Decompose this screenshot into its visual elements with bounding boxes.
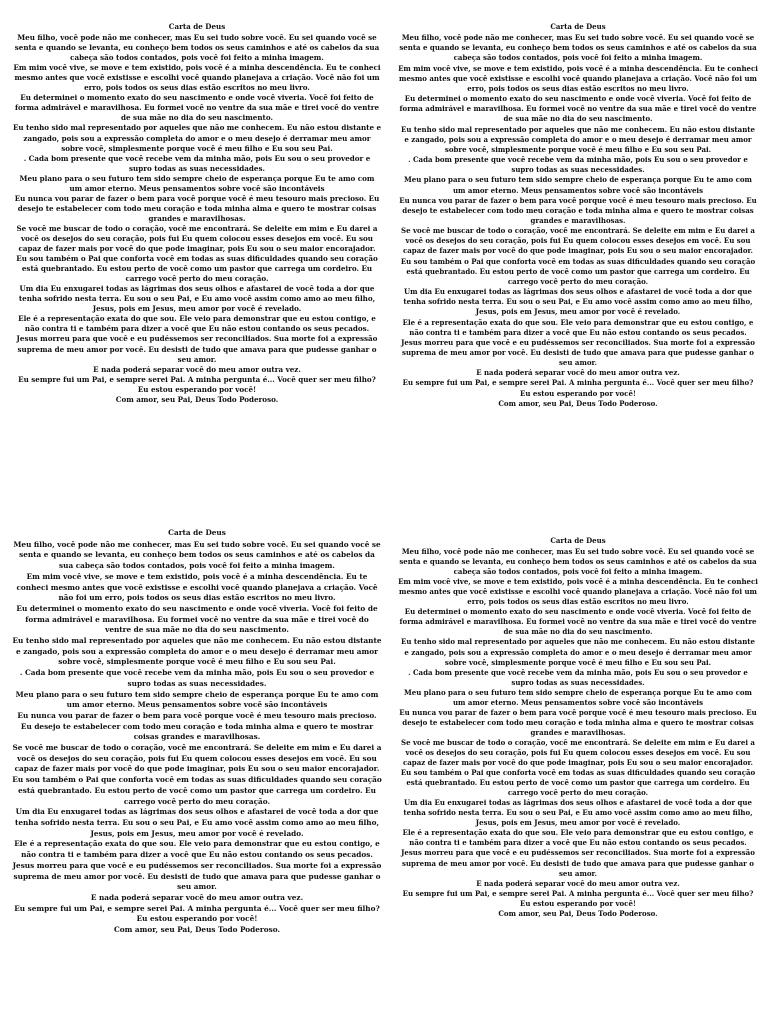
letter-copy-bottom-left (12, 528, 382, 1008)
letter-paragraph: Eu nunca vou parar de fazer o bem para você porque você é meu tesouro mais precioso. Eu desejo te estabelecer com todo meu coração e toda minha alma e quero te mostrar coisas grandes e maravilhosas. (399, 195, 757, 225)
letter-paragraph: Ele é a representação exata do que sou. Ele veio para demonstrar que eu estou contigo, e não contra ti e também para dizer a você que Eu não estou contando os seus pecados. (402, 828, 754, 848)
letter-paragraph: Eu tenho sido mal representado por aqueles que não me conhecem. Eu não estou distante e zangado, pois sou a expressão completa do amor e o meu desejo é derramar meu amor sobre você, simplesmente porque você é meu filho e Eu sou seu Pai. (12, 636, 382, 667)
letter-copy-bottom-right (398, 536, 758, 976)
letter-paragraph: Eu sou também o Pai que conforta você em todas as suas dificuldades quando seu coração está quebrantado. Eu estou perto de você como um pastor que carrega um cordeiro. Eu carrego você perto do meu coração. (12, 775, 382, 806)
letter-copy-top-left (12, 22, 382, 462)
letter-paragraph: . Cada bom presente que você recebe vem da minha mão, pois Eu sou o seu provedor e supro todas as suas necessidades. (408, 155, 748, 175)
letter-paragraph: Eu sou também o Pai que conforta você em todas as suas dificuldades quando seu coração está quebrantado. Eu estou perto de você como um pastor que carrega um cordeiro. Eu carrego você perto do meu coração. (400, 768, 756, 798)
letter-paragraph: Em mim você vive, se move e tem existido, pois você é a minha descendência. Eu te conheci mesmo antes que você existisse e escolhi você quando planejava a criação. Você não foi um erro, pois todos os seus dias estão escritos no meu livro. (16, 571, 378, 603)
letter-copy-top-right (398, 22, 758, 462)
letter-signature: Com amor, seu Pai, Deus Todo Poderoso. (113, 925, 280, 935)
letter-paragraph: Em mim você vive, se move e tem existido, pois você é a minha descendência. Eu te conheci mesmo antes que você existisse e escolhi você quando planejava a criação. Você não foi um erro, pois todos os seus dias estão escritos no meu livro. (13, 63, 381, 93)
letter-paragraph: Meu filho, você pode não me conhecer, mas Eu sei tudo sobre você. Eu sei quando você se senta e quando se levanta, eu conheço bem todos os seus caminhos e até os cabelos da sua cabeça são todos contados, pois você foi feito a minha imagem. (14, 33, 380, 63)
letter-paragraph: Meu plano para o seu futuro tem sido sempre cheio de esperança porque Eu te amo com um amor eterno. Meus pensamentos sobre você são incontáveis (404, 175, 752, 195)
letter-signature: Com amor, seu Pai, Deus Todo Poderoso. (115, 394, 279, 404)
letter-paragraph: Jesus morreu para que você e eu pudéssemos ser reconciliados. Sua morte foi a expressão suprema de meu amor por você. Eu desisti de tudo que amava para que pudesse ganhar o seu amor. (401, 337, 755, 368)
letter-paragraph: E nada poderá separar você do meu amor outra vez. (476, 878, 680, 888)
letter-title: Carta de Deus (550, 536, 606, 545)
letter-paragraph: Jesus morreu para que você e eu pudéssemos ser reconciliados. Sua morte foi a expressão suprema de meu amor por você. Eu desisti de tudo que amava para que pudesse ganhar o seu amor. (12, 860, 382, 892)
letter-paragraph: Meu filho, você pode não me conhecer, mas Eu sei tudo sobre você. Eu sei quando você se senta e quando se levanta, eu conheço bem todos os seus caminhos e até os cabelos da sua cabeça são todos contados, pois você foi feito a minha imagem. (13, 539, 381, 571)
letter-paragraph: Se você me buscar de todo o coração, você me encontrará. Se deleite em mim e Eu darei a você os desejos do seu coração, pois fui Eu quem colocou esses desejos em você. Eu sou capaz de fazer mais por você do que pode imaginar, pois Eu sou o seu maior encorajador. (401, 226, 755, 256)
letter-paragraph: Ele é a representação exata do que sou. Ele veio para demonstrar que eu estou contigo, e não contra ti e também para dizer a você que Eu não estou contando os seus pecados. (14, 839, 380, 860)
letter-paragraph: Meu plano para o seu futuro tem sido sempre cheio de esperança porque Eu te amo com um amor eterno. Meus pensamentos sobre você são incontáveis (15, 689, 379, 710)
letter-paragraph: E nada poderá separar você do meu amor outra vez. (476, 368, 680, 378)
letter-paragraph: Se você me buscar de todo o coração, você me encontrará. Se deleite em mim e Eu darei a você os desejos do seu coração, pois fui Eu quem colocou esses desejos em você. Eu sou capaz de fazer mais por você do que pode imaginar, pois Eu sou o seu maior encorajador. (16, 223, 378, 254)
letter-paragraph: Se você me buscar de todo o coração, você me encontrará. Se deleite em mim e Eu darei a você os desejos do seu coração, pois fui Eu quem colocou esses desejos em você. Eu sou capaz de fazer mais por você do que pode imaginar, pois Eu sou o seu maior encorajador. (12, 743, 382, 774)
letter-paragraph: Eu sempre fui um Pai, e sempre serei Pai. A minha pergunta é... Você quer ser meu filho? Eu estou esperando por você! (14, 903, 380, 924)
letter-paragraph: Em mim você vive, se move e tem existido, pois você é a minha descendência. Eu te conheci mesmo antes que você existisse e escolhi você quando planejava a criação. Você não foi um erro, pois todos os seus dias estão escritos no meu livro. (398, 63, 758, 93)
letter-paragraph: Ele é a representação exata do que sou. Ele veio para demonstrar que eu estou contigo, e não contra ti e também para dizer a você que Eu não estou contando os seus pecados. (18, 314, 376, 334)
letter-paragraph: Jesus morreu para que você e eu pudéssemos ser reconciliados. Sua morte foi a expressão suprema de meu amor por você. Eu desisti de tudo que amava para que pudesse ganhar o seu amor. (401, 848, 755, 878)
letter-paragraph: Eu nunca vou parar de fazer o bem para você porque você é meu tesouro mais precioso. Eu desejo te estabelecer com todo meu coração e toda minha alma e quero te mostrar coisas grandes e maravilhosas. (17, 710, 377, 742)
letter-paragraph: Eu sempre fui um Pai, e sempre serei Pai. A minha pergunta é... Você quer ser meu filho? Eu estou esperando por você! (402, 378, 754, 398)
letter-signature: Com amor, seu Pai, Deus Todo Poderoso. (498, 908, 658, 918)
letter-paragraph: Eu determinei o momento exato do seu nascimento e onde você viveria. Você foi feito de forma admirável e maravilhosa. Eu formei você no ventre da sua mãe e tirei você do ventre de sua mãe no dia do seu nascimento. (14, 93, 380, 123)
letter-title: Carta de Deus (168, 528, 226, 537)
letter-paragraph: Eu determinei o momento exato do seu nascimento e onde você viveria. Você foi feito de forma admirável e maravilhosa. Eu formei você no ventre da sua mãe e tirei você do ventre de sua mãe no dia do seu nascimento. (16, 603, 378, 635)
letter-paragraph: Meu filho, você pode não me conhecer, mas Eu sei tudo sobre você. Eu sei quando você se senta e quando se levanta, eu conheço bem todos os seus caminhos e até os cabelos da sua cabeça são todos contados, pois você foi feito a minha imagem. (399, 547, 757, 577)
letter-paragraph: Um dia Eu enxugarei todas as lágrimas dos seus olhos e afastarei de você toda a dor que tenha sofrido nesta terra. Eu sou o seu Pai, e Eu amo você assim como amo ao meu filho, Jesus, pois em Jesus, meu amor por você é revelado. (14, 807, 380, 838)
letter-paragraph: Eu sempre fui um Pai, e sempre serei Pai. A minha pergunta é... Você quer ser meu filho? Eu estou esperando por você! (18, 374, 376, 394)
letter-paragraph: Um dia Eu enxugarei todas as lágrimas dos seus olhos e afastarei de você toda a dor que tenha sofrido nesta terra. Eu sou o seu Pai, e Eu amo você assim como amo ao meu filho, Jesus, pois em Jesus, meu amor por você é revelado. (403, 798, 753, 828)
letter-paragraph: Meu filho, você pode não me conhecer, mas Eu sei tudo sobre você. Eu sei quando você se senta e quando se levanta, eu conheço bem todos os seus caminhos e até os cabelos da sua cabeça são todos contados, pois você foi feito a minha imagem. (399, 33, 757, 63)
letter-paragraph: Eu nunca vou parar de fazer o bem para você porque você é meu tesouro mais precioso. Eu desejo te estabelecer com todo meu coração e toda minha alma e quero te mostrar coisas grandes e maravilhosas. (399, 707, 757, 737)
letter-signature: Com amor, seu Pai, Deus Todo Poderoso. (498, 398, 658, 408)
letter-title: Carta de Deus (550, 22, 606, 31)
letter-paragraph: Eu determinei o momento exato do seu nascimento e onde você viveria. Você foi feito de forma admirável e maravilhosa. Eu formei você no ventre da sua mãe e tirei você do ventre de sua mãe no dia do seu nascimento. (399, 94, 757, 124)
letter-paragraph: Meu plano para o seu futuro tem sido sempre cheio de esperança porque Eu te amo com um amor eterno. Meus pensamentos sobre você são incontáveis (404, 687, 752, 707)
letter-paragraph: Eu tenho sido mal representado por aqueles que não me conhecem. Eu não estou distante e zangado, pois sou a expressão completa do amor e o meu desejo é derramar meu amor sobre você, simplesmente porque você é meu filho e Eu sou seu Pai. (401, 124, 755, 154)
letter-paragraph: Eu sou também o Pai que conforta você em todas as suas dificuldades quando seu coração está quebrantado. Eu estou perto de você como um pastor que carrega um cordeiro. Eu carrego você perto do meu coração. (16, 254, 378, 284)
letter-paragraph: Em mim você vive, se move e tem existido, pois você é a minha descendência. Eu te conheci mesmo antes que você existisse e escolhi você quando planejava a criação. Você não foi um erro, pois todos os seus dias estão escritos no meu livro. (398, 577, 758, 607)
letter-paragraph: Jesus morreu para que você e eu pudéssemos ser reconciliados. Sua morte foi a expressão suprema de meu amor por você. Eu desisti de tudo que amava para que pudesse ganhar o seu amor. (16, 334, 378, 364)
letter-paragraph: Um dia Eu enxugarei todas as lágrimas dos seus olhos e afastarei de você toda a dor que tenha sofrido nesta terra. Eu sou o seu Pai, e Eu amo você assim como amo ao meu filho, Jesus, pois em Jesus, meu amor por você é revelado. (18, 284, 376, 314)
letter-paragraph: . Cada bom presente que você recebe vem da minha mão, pois Eu sou o seu provedor e supro todas as suas necessidades. (408, 667, 748, 687)
letter-paragraph: Se você me buscar de todo o coração, você me encontrará. Se deleite em mim e Eu darei a você os desejos do seu coração, pois fui Eu quem colocou esses desejos em você. Eu sou capaz de fazer mais por você do que pode imaginar, pois Eu sou o seu maior encorajador. (401, 737, 755, 768)
letter-paragraph: . Cada bom presente que você recebe vem da minha mão, pois Eu sou o seu provedor e supro todas as suas necessidades. (23, 153, 371, 173)
letter-paragraph: E nada poderá separar você do meu amor outra vez. (90, 892, 304, 902)
letter-paragraph: Eu nunca vou parar de fazer o bem para você porque você é meu tesouro mais precioso. Eu desejo te estabelecer com todo meu coração e toda minha alma e quero te mostrar coisas grandes e maravilhosas. (14, 193, 380, 223)
letter-paragraph: Meu plano para o seu futuro tem sido sempre cheio de esperança porque Eu te amo com um amor eterno. Meus pensamentos sobre você são incontáveis (19, 173, 375, 193)
letter-paragraph: Eu tenho sido mal representado por aqueles que não me conhecem. Eu não estou distante e zangado, pois sou a expressão completa do amor e o meu desejo é derramar meu amor sobre você, simplesmente porque você é meu filho e Eu sou seu Pai. (12, 123, 382, 153)
letter-paragraph: Eu sou também o Pai que conforta você em todas as suas dificuldades quando seu coração está quebrantado. Eu estou perto de você como um pastor que carrega um cordeiro. Eu carrego você perto do meu coração. (400, 256, 756, 286)
letter-paragraph: Um dia Eu enxugarei todas as lágrimas dos seus olhos e afastarei de você toda a dor que tenha sofrido nesta terra. Eu sou o seu Pai, e Eu amo você assim como amo ao meu filho, Jesus, pois em Jesus, meu amor por você é revelado. (403, 287, 753, 317)
letter-paragraph: Ele é a representação exata do que sou. Ele veio para demonstrar que eu estou contigo, e não contra ti e também para dizer a você que Eu não estou contando os seus pecados. (402, 317, 754, 337)
letter-paragraph: E nada poderá separar você do meu amor outra vez. (93, 364, 301, 374)
letter-paragraph: Eu sempre fui um Pai, e sempre serei Pai. A minha pergunta é... Você quer ser meu filho? Eu estou esperando por você! (402, 888, 754, 908)
letter-paragraph: Eu tenho sido mal representado por aqueles que não me conhecem. Eu não estou distante e zangado, pois sou a expressão completa do amor e o meu desejo é derramar meu amor sobre você, simplesmente porque você é meu filho e Eu sou seu Pai. (401, 637, 755, 667)
letter-paragraph: Eu determinei o momento exato do seu nascimento e onde você viveria. Você foi feito de forma admirável e maravilhosa. Eu formei você no ventre da sua mãe e tirei você do ventre de sua mãe no dia do seu nascimento. (399, 607, 757, 637)
letter-paragraph: . Cada bom presente que você recebe vem da minha mão, pois Eu sou o seu provedor e supro todas as suas necessidades. (19, 668, 375, 688)
letter-title: Carta de Deus (168, 22, 226, 31)
